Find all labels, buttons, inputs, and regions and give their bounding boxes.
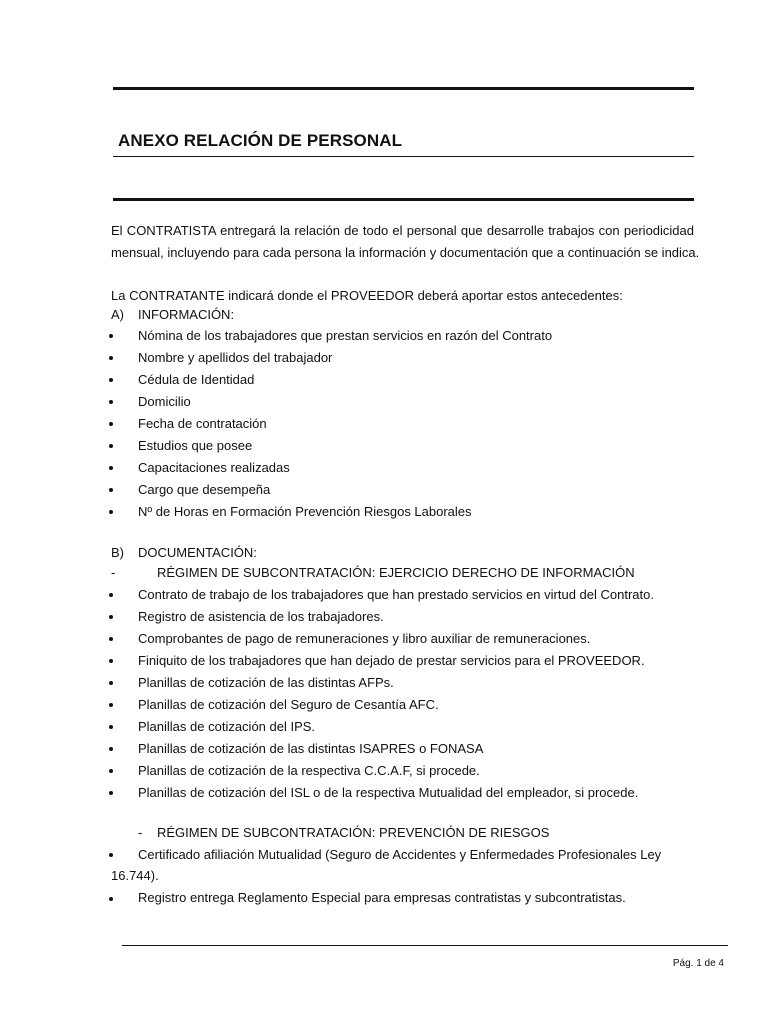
bullet-dot (109, 747, 113, 751)
list-item: Cédula de Identidad (138, 372, 255, 387)
sub2-heading: RÉGIMEN DE SUBCONTRATACIÓN: PREVENCIÓN DE RIESGOS (157, 825, 550, 840)
title-underline (113, 156, 694, 157)
document-title: ANEXO RELACIÓN DE PERSONAL (118, 131, 403, 150)
bullet-dot (109, 466, 113, 470)
list-item: Nombre y apellidos del trabajador (138, 350, 333, 365)
bullet-dot (109, 422, 113, 426)
list-item: Nómina de los trabajadores que prestan servicios en razón del Contrato (138, 328, 553, 343)
bullet-dot (109, 378, 113, 382)
bullet-dot (109, 791, 113, 795)
list-item: Capacitaciones realizadas (138, 460, 290, 475)
bullet-dot (109, 769, 113, 773)
list-item: Fecha de contratación (138, 416, 267, 431)
bullet-dot (109, 334, 113, 338)
intro-line-2: mensual, incluyendo para cada persona la información y documentación que a continuación se indica. (111, 245, 700, 260)
list-item: Domicilio (138, 394, 191, 409)
list-item: Planillas de cotización del ISL o de la respectiva Mutualidad del empleador, si procede. (138, 785, 639, 800)
list-item: Planillas de cotización de la respectiva C.C.A.F, si procede. (138, 763, 480, 778)
sub1-heading: RÉGIMEN DE SUBCONTRATACIÓN: EJERCICIO DERECHO DE INFORMACIÓN (157, 565, 635, 580)
intro-line-1: El CONTRATISTA entregará la relación de todo el personal que desarrolle trabajos con periodicidad (111, 223, 694, 238)
list-item: Planillas de cotización del IPS. (138, 719, 316, 734)
page-number: Pág. 1 de 4 (672, 958, 724, 969)
bullet-dot (109, 637, 113, 641)
list-item: Finiquito de los trabajadores que han dejado de prestar servicios para el PROVEEDOR. (138, 653, 645, 668)
list-item: Cargo que desempeña (138, 482, 271, 497)
list-item: Planillas de cotización del Seguro de Cesantía AFC. (138, 697, 439, 712)
footer-rule (122, 945, 728, 946)
bullet-dot (109, 703, 113, 707)
sub2-item1-line1: Certificado afiliación Mutualidad (Seguro de Accidentes y Enfermedades Profesionales Ley (138, 847, 662, 862)
bullet-dot (109, 659, 113, 663)
sub2-item2: Registro entrega Reglamento Especial para empresas contratistas y subcontratistas. (138, 890, 626, 905)
header-top-rule (113, 87, 694, 90)
bullet-dot (109, 444, 113, 448)
sub2-item1-line2: 16.744). (111, 868, 159, 883)
bullet-dot (109, 725, 113, 729)
bullet-dot (109, 681, 113, 685)
list-item: Nº de Horas en Formación Prevención Riesgos Laborales (138, 504, 472, 519)
sub2-marker: - (138, 825, 143, 840)
section-b-marker: B) (111, 545, 124, 560)
bullet-dot (109, 897, 113, 901)
bullet-dot (109, 488, 113, 492)
sub1-marker: - (111, 565, 116, 580)
list-item: Planillas de cotización de las distintas ISAPRES o FONASA (138, 741, 484, 756)
bullet-dot (109, 593, 113, 597)
contratante-note: La CONTRATANTE indicará donde el PROVEEDOR deberá aportar estos antecedentes: (111, 288, 623, 303)
bullet-dot (109, 400, 113, 404)
list-item: Contrato de trabajo de los trabajadores que han prestado servicios en virtud del Contrato. (138, 587, 654, 602)
header-bottom-rule (113, 198, 694, 201)
bullet-dot (109, 853, 113, 857)
section-b-heading: DOCUMENTACIÓN: (138, 545, 257, 560)
section-a-marker: A) (111, 307, 124, 322)
bullet-dot (109, 356, 113, 360)
bullet-dot (109, 510, 113, 514)
list-item: Planillas de cotización de las distintas AFPs. (138, 675, 394, 690)
bullet-dot (109, 615, 113, 619)
list-item: Comprobantes de pago de remuneraciones y libro auxiliar de remuneraciones. (138, 631, 591, 646)
list-item: Estudios que posee (138, 438, 253, 453)
list-item: Registro de asistencia de los trabajadores. (138, 609, 384, 624)
section-a-heading: INFORMACIÓN: (138, 307, 235, 322)
